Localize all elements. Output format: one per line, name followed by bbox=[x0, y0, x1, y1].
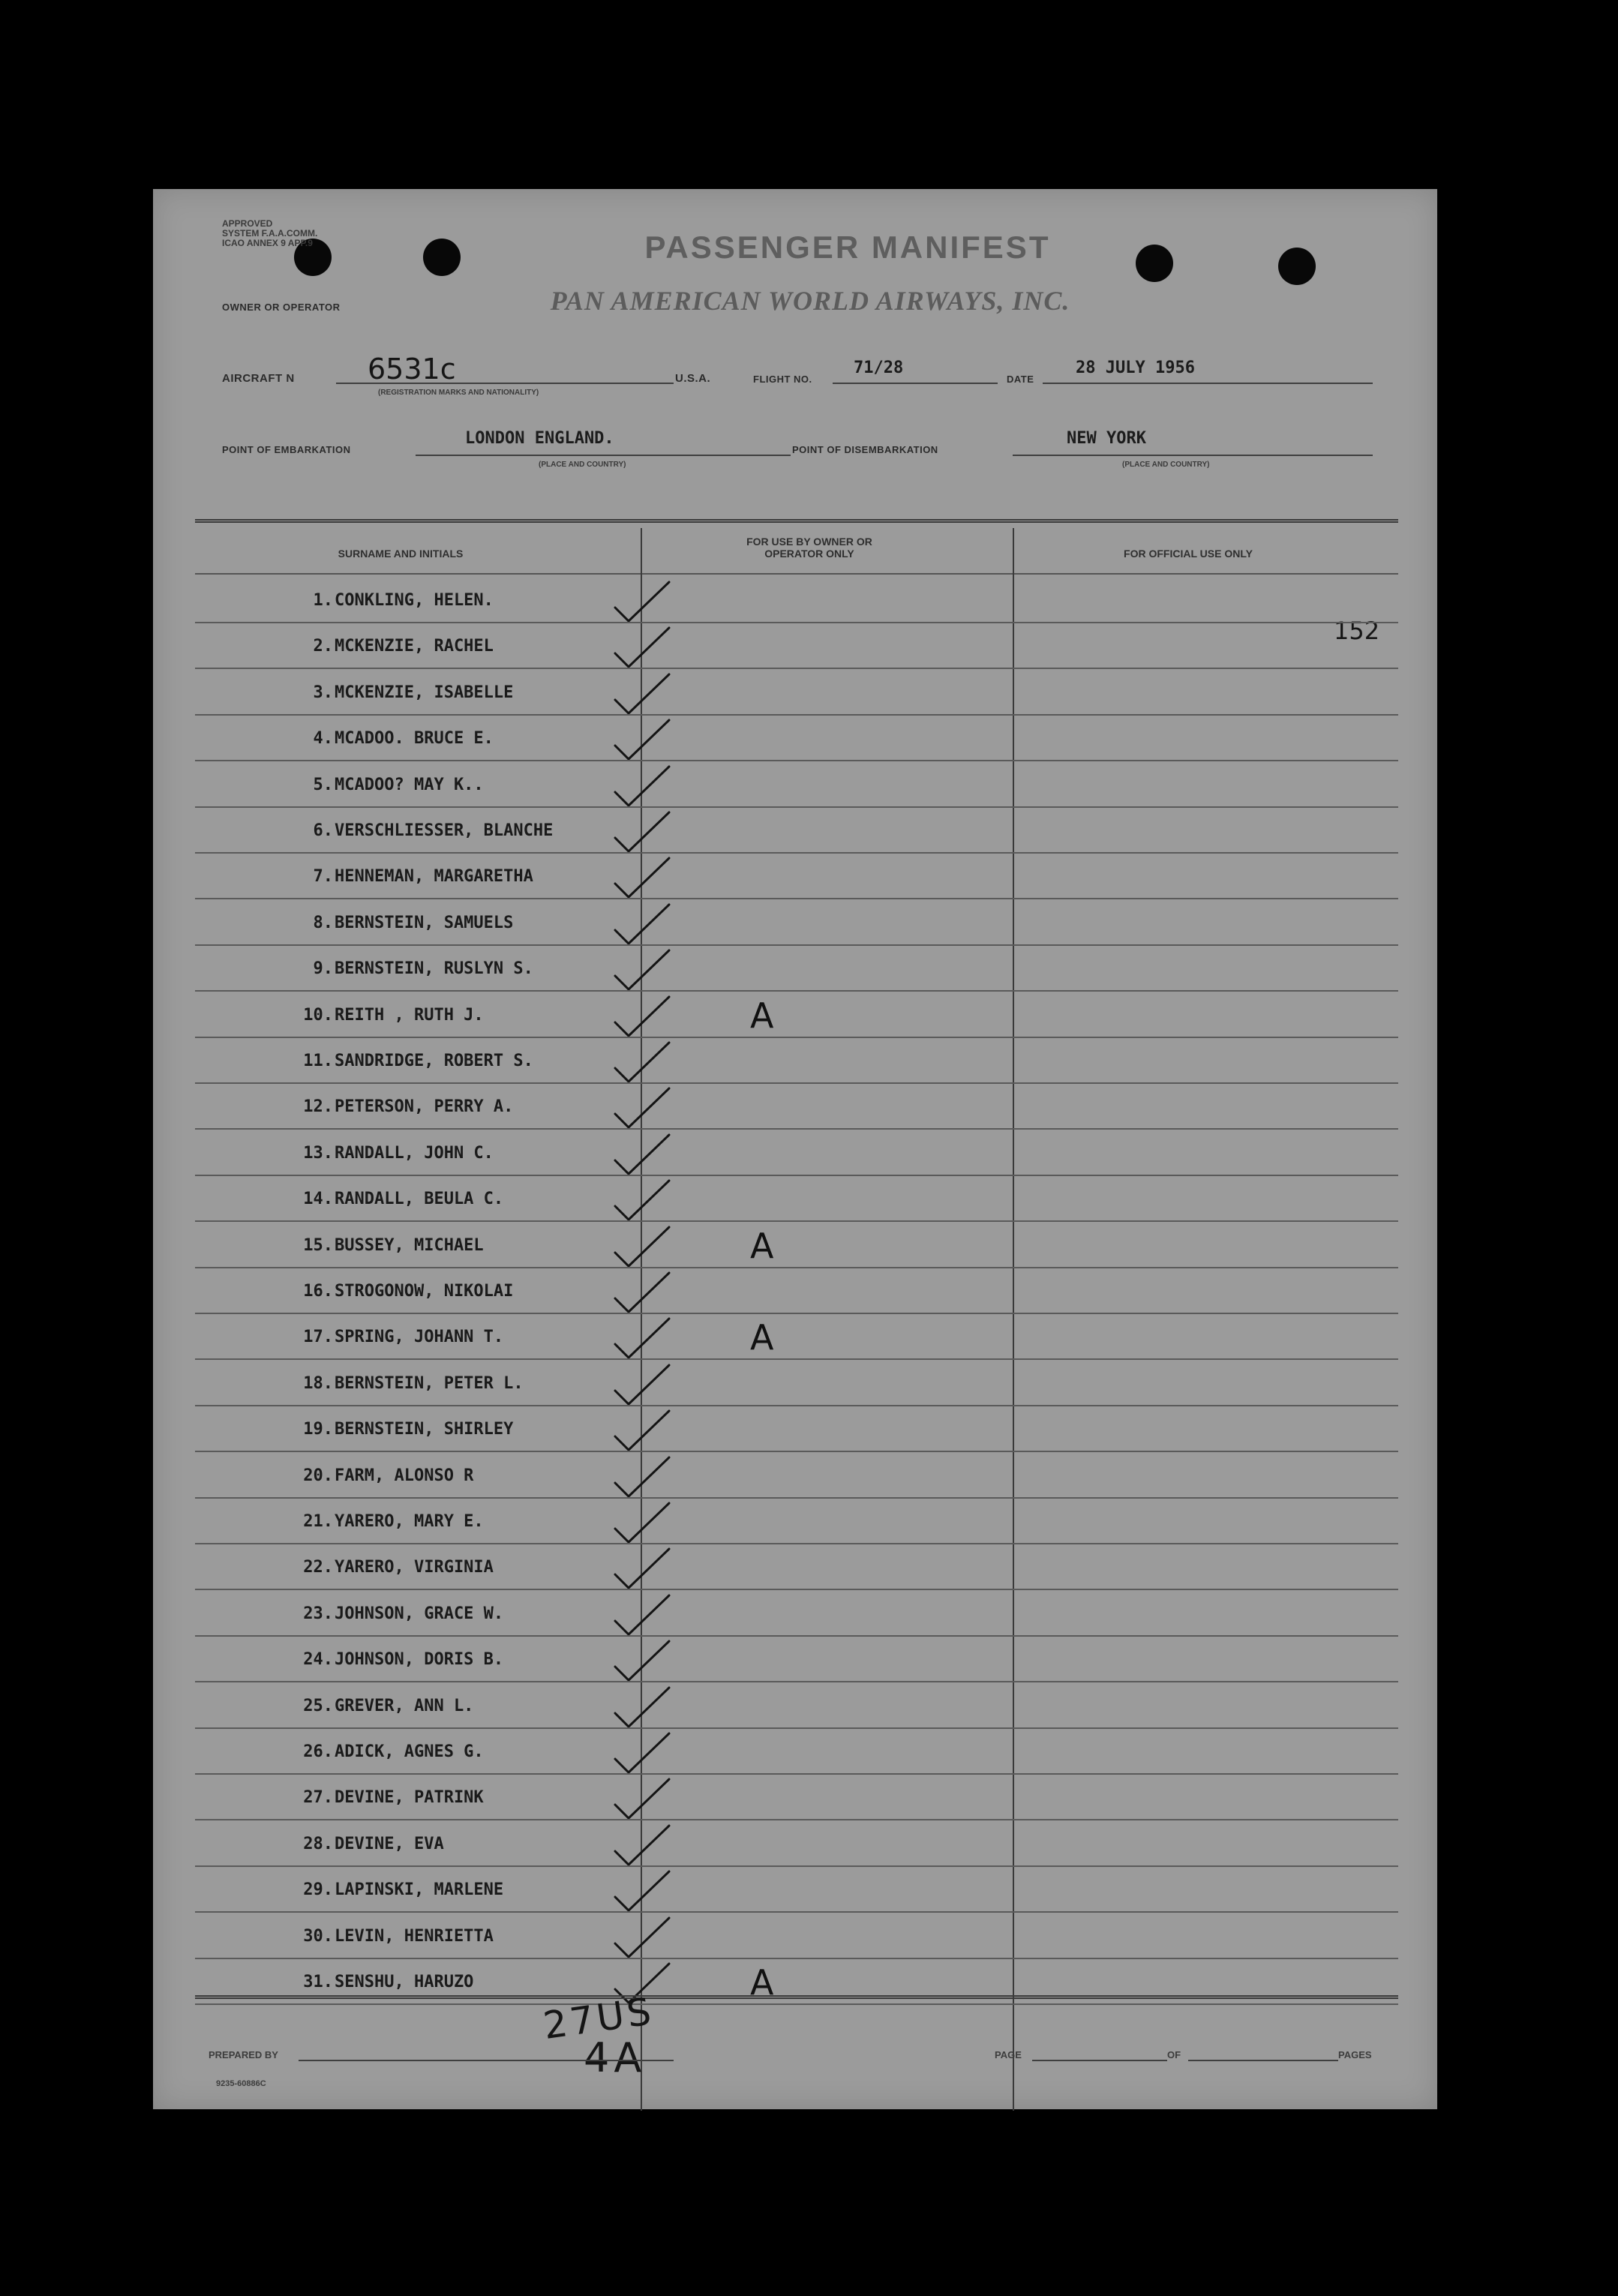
passenger-row bbox=[195, 1453, 1398, 1499]
totals-line-2: 4A bbox=[584, 2034, 647, 2081]
passenger-number: 23. bbox=[303, 1604, 333, 1623]
checkmark-icon bbox=[600, 716, 683, 764]
passenger-name: SENSHU, HARUZO bbox=[335, 1973, 474, 1991]
passenger-number: 6. bbox=[313, 821, 333, 840]
passenger-number: 7. bbox=[313, 867, 333, 887]
official-column-header: FOR OFFICIAL USE ONLY bbox=[1124, 548, 1253, 560]
checkmark-icon bbox=[600, 1867, 683, 1915]
passenger-number: 22. bbox=[303, 1558, 333, 1577]
passenger-row bbox=[195, 900, 1398, 946]
of-underline bbox=[1188, 2060, 1338, 2061]
date-value: 28 JULY 1956 bbox=[1076, 359, 1195, 377]
passenger-name: DEVINE, EVA bbox=[335, 1834, 444, 1853]
passenger-number: 5. bbox=[313, 775, 333, 794]
passenger-row bbox=[195, 1038, 1398, 1084]
passenger-row bbox=[195, 1544, 1398, 1590]
header-bottom-rule bbox=[195, 573, 1398, 575]
passenger-row bbox=[195, 1406, 1398, 1452]
passenger-number: 25. bbox=[303, 1696, 333, 1715]
passenger-name: BERNSTEIN, SHIRLEY bbox=[335, 1420, 514, 1439]
passenger-row bbox=[195, 1223, 1398, 1268]
of-label: OF bbox=[1167, 2049, 1181, 2060]
passenger-name: SANDRIDGE, ROBERT S. bbox=[335, 1052, 533, 1070]
pages-label: PAGES bbox=[1338, 2049, 1372, 2060]
passenger-row bbox=[195, 1637, 1398, 1682]
passenger-row bbox=[195, 1683, 1398, 1729]
embark-label: POINT OF EMBARKATION bbox=[222, 444, 351, 455]
passenger-number: 29. bbox=[303, 1880, 333, 1900]
passenger-row bbox=[195, 1729, 1398, 1775]
passenger-name: LEVIN, HENRIETTA bbox=[335, 1926, 494, 1946]
passenger-row bbox=[195, 1084, 1398, 1130]
checkmark-icon bbox=[600, 578, 683, 626]
aircraft-label: AIRCRAFT N bbox=[222, 372, 295, 385]
checkmark-icon bbox=[600, 1729, 683, 1777]
disembark-label: POINT OF DISEMBARKATION bbox=[792, 444, 938, 455]
checkmark-icon bbox=[600, 1913, 683, 1961]
passenger-row bbox=[195, 1314, 1398, 1360]
passenger-name: YARERO, VIRGINIA bbox=[335, 1558, 494, 1577]
surname-column-header: SURNAME AND INITIALS bbox=[338, 548, 464, 560]
alien-mark: A bbox=[750, 1225, 774, 1266]
passenger-number: 12. bbox=[303, 1097, 333, 1117]
passenger-name: PETERSON, PERRY A. bbox=[335, 1097, 514, 1117]
passenger-name: BERNSTEIN, PETER L. bbox=[335, 1373, 524, 1393]
checkmark-icon bbox=[600, 1361, 683, 1409]
passenger-number: 8. bbox=[313, 913, 333, 932]
checkmark-icon bbox=[600, 900, 683, 948]
passenger-name: STROGONOW, NIKOLAI bbox=[335, 1282, 514, 1301]
page-label: PAGE bbox=[995, 2049, 1022, 2060]
page-underline bbox=[1032, 2060, 1167, 2061]
flight-underline bbox=[833, 383, 998, 384]
row-rule bbox=[195, 2003, 1398, 2005]
alien-mark: A bbox=[750, 1317, 774, 1358]
passenger-row bbox=[195, 623, 1398, 669]
checkmark-icon bbox=[600, 1038, 683, 1086]
embark-sublabel: (PLACE AND COUNTRY) bbox=[539, 461, 626, 469]
passenger-row bbox=[195, 946, 1398, 992]
checkmark-icon bbox=[600, 946, 683, 994]
passenger-name: GREVER, ANN L. bbox=[335, 1696, 474, 1715]
passenger-name: MCADOO? MAY K.. bbox=[335, 775, 484, 794]
passenger-name: BUSSEY, MICHAEL bbox=[335, 1235, 484, 1255]
passenger-number: 9. bbox=[313, 959, 333, 979]
passenger-row bbox=[195, 1867, 1398, 1913]
flight-label: FLIGHT NO. bbox=[753, 374, 812, 385]
owner-label: OWNER OR OPERATOR bbox=[222, 302, 341, 313]
checkmark-icon bbox=[600, 1591, 683, 1639]
passenger-number: 15. bbox=[303, 1235, 333, 1255]
passenger-row bbox=[195, 1268, 1398, 1314]
passenger-name: VERSCHLIESSER, BLANCHE bbox=[335, 821, 554, 840]
passenger-name: FARM, ALONSO R bbox=[335, 1466, 474, 1485]
passenger-row bbox=[195, 1130, 1398, 1176]
checkmark-icon bbox=[600, 1176, 683, 1224]
punch-hole bbox=[423, 239, 461, 276]
passenger-name: CONKLING, HELEN. bbox=[335, 591, 494, 610]
totals-line-1: 27US bbox=[540, 1988, 657, 2048]
passenger-number: 14. bbox=[303, 1190, 333, 1209]
approval-block: APPROVED SYSTEM F.A.A.COMM. ICAO ANNEX 9 APP.9 bbox=[222, 218, 318, 248]
passenger-name: LAPINSKI, MARLENE bbox=[335, 1880, 504, 1900]
passenger-number: 17. bbox=[303, 1328, 333, 1347]
passenger-number: 21. bbox=[303, 1512, 333, 1531]
embark-underline bbox=[416, 455, 791, 456]
checkmark-icon bbox=[600, 1084, 683, 1132]
passenger-row bbox=[195, 1821, 1398, 1867]
table-top-rule bbox=[195, 519, 1398, 523]
checkmark-icon bbox=[600, 1637, 683, 1685]
flight-value: 71/28 bbox=[854, 359, 904, 377]
checkmark-icon bbox=[600, 1544, 683, 1592]
passenger-name: JOHNSON, GRACE W. bbox=[335, 1604, 504, 1623]
checkmark-icon bbox=[600, 762, 683, 810]
checkmark-icon bbox=[600, 1499, 683, 1547]
passenger-number: 30. bbox=[303, 1926, 333, 1946]
passenger-name: RANDALL, JOHN C. bbox=[335, 1143, 494, 1163]
passenger-row bbox=[195, 992, 1398, 1038]
punch-hole bbox=[1136, 245, 1173, 282]
passenger-row bbox=[195, 854, 1398, 899]
passenger-row bbox=[195, 1775, 1398, 1820]
passenger-row bbox=[195, 1499, 1398, 1544]
operator-name: PAN AMERICAN WORLD AIRWAYS, INC. bbox=[550, 286, 1070, 316]
passenger-name: DEVINE, PATRINK bbox=[335, 1788, 484, 1808]
checkmark-icon bbox=[600, 854, 683, 902]
passenger-row bbox=[195, 762, 1398, 808]
checkmark-icon bbox=[600, 992, 683, 1040]
passenger-number: 10. bbox=[303, 1005, 333, 1025]
checkmark-icon bbox=[600, 1130, 683, 1178]
passenger-number: 27. bbox=[303, 1788, 333, 1808]
passenger-number: 18. bbox=[303, 1373, 333, 1393]
passenger-row bbox=[195, 1913, 1398, 1959]
alien-mark: A bbox=[750, 1962, 774, 2003]
passenger-row bbox=[195, 578, 1398, 623]
disembark-value: NEW YORK bbox=[1067, 429, 1146, 448]
aircraft-sublabel: (REGISTRATION MARKS AND NATIONALITY) bbox=[378, 389, 539, 397]
passenger-name: BERNSTEIN, SAMUELS bbox=[335, 913, 514, 932]
passenger-row bbox=[195, 670, 1398, 716]
checkmark-icon bbox=[600, 1821, 683, 1869]
checkmark-icon bbox=[600, 1683, 683, 1731]
official-note: 152 bbox=[1334, 617, 1380, 645]
prepared-by-underline bbox=[299, 2060, 674, 2061]
passenger-number: 26. bbox=[303, 1742, 333, 1761]
checkmark-icon bbox=[600, 1314, 683, 1362]
passenger-number: 13. bbox=[303, 1143, 333, 1163]
page-title: PASSENGER MANIFEST bbox=[644, 230, 1051, 265]
passenger-row bbox=[195, 1591, 1398, 1637]
checkmark-icon bbox=[600, 623, 683, 671]
passenger-number: 3. bbox=[313, 683, 333, 702]
passenger-row bbox=[195, 1176, 1398, 1222]
manifest-sheet bbox=[153, 189, 1437, 2109]
passenger-number: 31. bbox=[303, 1973, 333, 1991]
embark-value: LONDON ENGLAND. bbox=[465, 429, 614, 448]
owner-column-header: FOR USE BY OWNER OR OPERATOR ONLY bbox=[746, 536, 872, 560]
punch-hole bbox=[1278, 248, 1316, 285]
passenger-row bbox=[195, 1361, 1398, 1406]
passenger-number: 4. bbox=[313, 729, 333, 749]
checkmark-icon bbox=[600, 808, 683, 856]
passenger-row bbox=[195, 808, 1398, 854]
passenger-name: MCADOO. BRUCE E. bbox=[335, 729, 494, 749]
passenger-name: MCKENZIE, RACHEL bbox=[335, 637, 494, 656]
alien-mark: A bbox=[750, 995, 774, 1036]
passenger-row bbox=[195, 716, 1398, 761]
checkmark-icon bbox=[600, 1268, 683, 1316]
passenger-name: SPRING, JOHANN T. bbox=[335, 1328, 504, 1347]
passenger-name: HENNEMAN, MARGARETHA bbox=[335, 867, 533, 887]
passenger-name: JOHNSON, DORIS B. bbox=[335, 1650, 504, 1670]
form-number: 9235-60886C bbox=[216, 2079, 266, 2088]
prepared-by-label: PREPARED BY bbox=[209, 2049, 278, 2060]
usa-label: U.S.A. bbox=[675, 372, 711, 385]
disembark-sublabel: (PLACE AND COUNTRY) bbox=[1122, 461, 1210, 469]
aircraft-value: 6531c bbox=[368, 353, 456, 386]
table-bottom-rule bbox=[195, 1995, 1398, 1999]
passenger-number: 11. bbox=[303, 1052, 333, 1070]
passenger-number: 2. bbox=[313, 637, 333, 656]
checkmark-icon bbox=[600, 1406, 683, 1454]
passenger-name: ADICK, AGNES G. bbox=[335, 1742, 484, 1761]
passenger-number: 24. bbox=[303, 1650, 333, 1670]
disembark-underline bbox=[1013, 455, 1373, 456]
date-underline bbox=[1043, 383, 1373, 384]
passenger-name: YARERO, MARY E. bbox=[335, 1512, 484, 1531]
date-label: DATE bbox=[1007, 374, 1034, 385]
checkmark-icon bbox=[600, 1775, 683, 1823]
passenger-name: REITH , RUTH J. bbox=[335, 1005, 484, 1025]
passenger-number: 1. bbox=[313, 591, 333, 610]
passenger-name: BERNSTEIN, RUSLYN S. bbox=[335, 959, 533, 979]
checkmark-icon bbox=[600, 670, 683, 718]
checkmark-icon bbox=[600, 1223, 683, 1271]
passenger-name: MCKENZIE, ISABELLE bbox=[335, 683, 514, 702]
checkmark-icon bbox=[600, 1453, 683, 1501]
passenger-number: 20. bbox=[303, 1466, 333, 1485]
passenger-name: RANDALL, BEULA C. bbox=[335, 1190, 504, 1209]
passenger-number: 16. bbox=[303, 1282, 333, 1301]
passenger-number: 28. bbox=[303, 1834, 333, 1853]
passenger-number: 19. bbox=[303, 1420, 333, 1439]
